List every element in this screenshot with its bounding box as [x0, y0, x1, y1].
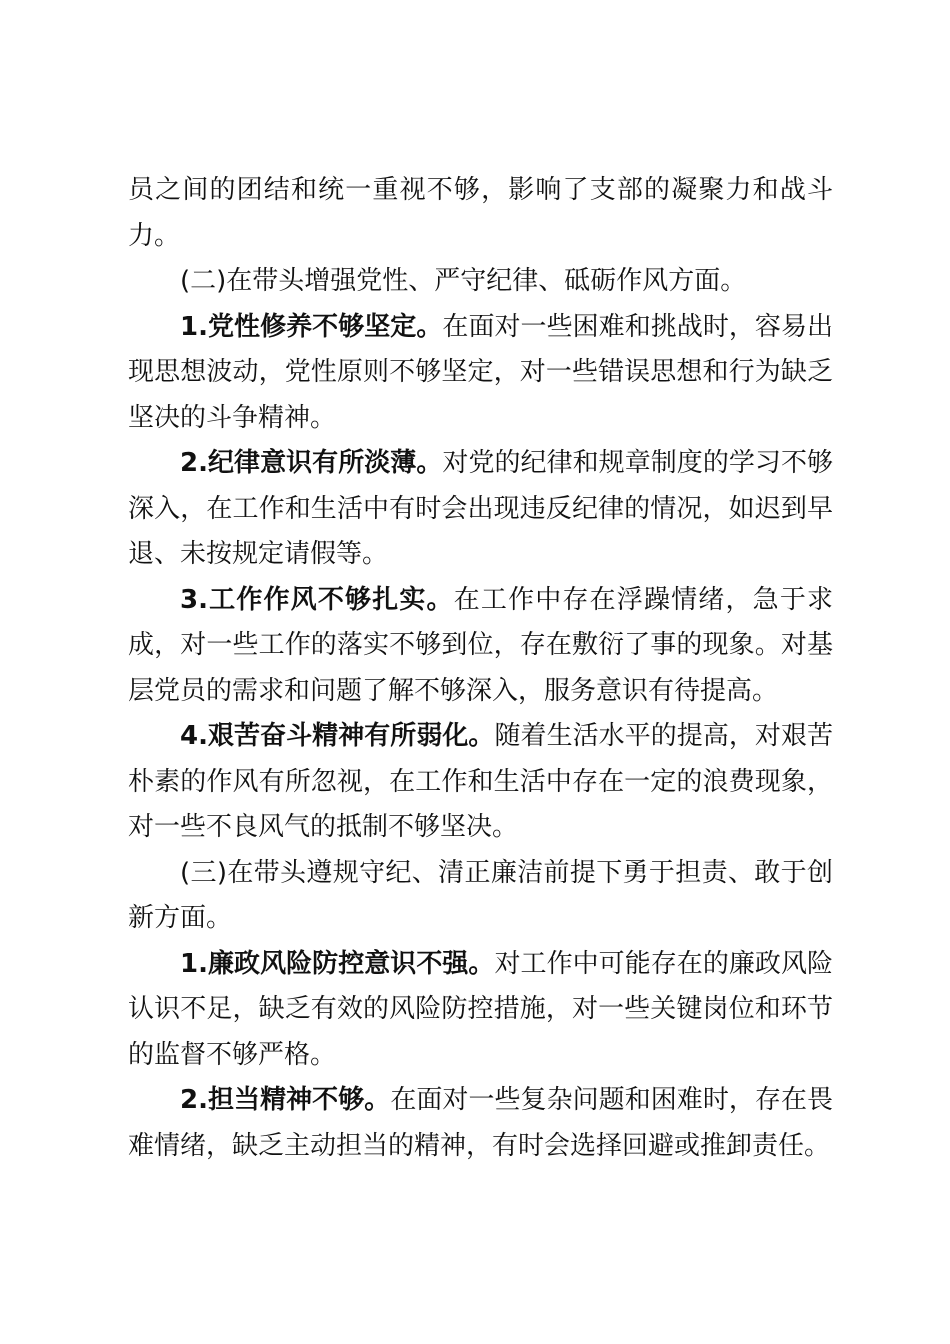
item-title: 3.工作作风不够扎实。 — [180, 584, 454, 615]
item-title: 4.艰苦奋斗精神有所弱化。 — [180, 721, 495, 751]
paragraph-continuation — [128, 168, 833, 259]
section-heading-2 — [128, 259, 833, 305]
paragraph-item-3-2 — [128, 1078, 833, 1169]
section-heading-text: (二)在带头增强党性、严守纪律、砥砺作风方面。 — [180, 266, 747, 296]
paragraph-text: 员之间的团结和统一重视不够，影响了支部的凝聚力和战斗力。 — [128, 175, 833, 251]
item-body: 在面对一些困难和挑战时，容易出现思想波动，党性原则不够坚定，对一些错误思想和行为缺乏坚决的斗争精神。 — [128, 311, 833, 433]
item-body: 随着生活水平的提高，对艰苦朴素的作风有所忽视，在工作和生活中存在一定的浪费现象，对一些不良风气的抵制不够坚决。 — [128, 721, 833, 842]
item-title: 2.纪律意识有所淡薄。 — [180, 448, 443, 478]
paragraph-item-2-2 — [128, 441, 833, 578]
paragraph-item-2-1 — [128, 305, 833, 442]
item-body: 对工作中可能存在的廉政风险认识不足，缺乏有效的风险防控措施，对一些关键岗位和环节的监督不够严格。 — [128, 948, 833, 1070]
item-body: 在面对一些复杂问题和困难时，存在畏难情绪，缺乏主动担当的精神，有时会选择回避或推卸责任。 — [128, 1085, 833, 1161]
section-heading-text: (三)在带头遵规守纪、清正廉洁前提下勇于担责、敢于创新方面。 — [128, 857, 833, 933]
item-body: 在工作中存在浮躁情绪，急于求成，对一些工作的落实不够到位，存在敷衍了事的现象。对基层党员的需求和问题了解不够深入，服务意识有待提高。 — [128, 584, 833, 706]
paragraph-item-2-4 — [128, 714, 833, 851]
item-title: 1.廉政风险防控意识不强。 — [180, 948, 495, 979]
paragraph-item-3-1 — [128, 942, 833, 1079]
item-body: 对党的纪律和规章制度的学习不够深入，在工作和生活中有时会出现违反纪律的情况，如迟到早退、未按规定请假等。 — [128, 448, 833, 569]
item-title: 2.担当精神不够。 — [180, 1085, 391, 1115]
document-body — [128, 168, 833, 1169]
paragraph-item-2-3 — [128, 578, 833, 715]
section-heading-3 — [128, 851, 833, 942]
item-title: 1.党性修养不够坚定。 — [180, 311, 443, 342]
